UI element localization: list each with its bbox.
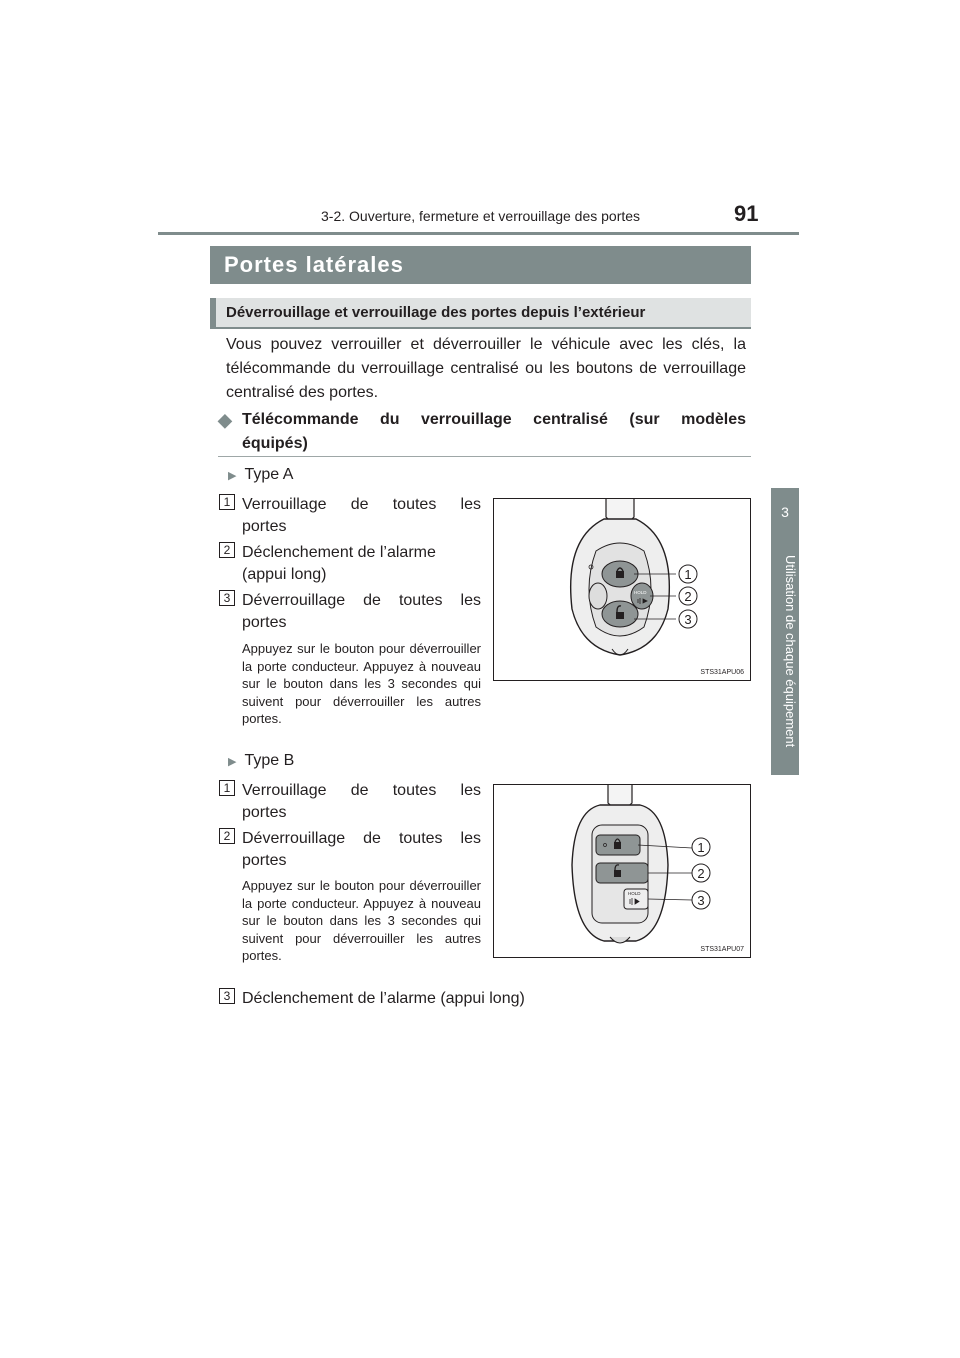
page-number: 91 [734, 201, 759, 226]
callout-2: 2 [697, 866, 705, 881]
figure-code: STS31APU07 [700, 946, 744, 953]
item-number: 1 [219, 780, 235, 796]
figure-code: STS31APU06 [700, 669, 744, 676]
item-number: 2 [219, 828, 235, 844]
type-a-item-2: 2 Déclenchement de l’alarme (appui long) [219, 542, 481, 586]
key-fob-type-a-illustration [494, 499, 750, 680]
item-number: 3 [219, 590, 235, 606]
hold-label: HOLD [628, 891, 641, 896]
figure-type-b [493, 784, 751, 958]
header-rule [158, 232, 799, 235]
remote-heading [218, 408, 746, 456]
callout-1: 1 [684, 567, 692, 582]
section-title-bar [210, 246, 751, 284]
diamond-bullet-icon: ◆ [218, 410, 232, 430]
type-a-item-3: 3 Déverrouillage de toutes les portes [219, 590, 481, 634]
type-b-label: ▶ Type B [228, 752, 295, 769]
callout-2: 2 [684, 589, 692, 604]
type-a-label: ▶ Type A [228, 466, 294, 483]
callout-3: 3 [684, 612, 692, 627]
item-number: 3 [219, 988, 235, 1004]
heading-line-1: Télécommande du verrouillage centralisé (sur modèles [242, 411, 746, 428]
section-title: Portes latérales [224, 252, 404, 277]
chapter-label: Utilisation de chaque équipement [783, 555, 798, 748]
figure-type-a [493, 498, 751, 681]
type-a-note: Appuyez sur le bouton pour déverrouiller la porte conducteur. Appuyez à nouveau sur le bouton dans les 3 secondes qui suivent pour déverrouiller les autres portes. [242, 641, 481, 726]
item-number: 2 [219, 542, 235, 558]
triangle-bullet-icon: ▶ [228, 756, 237, 768]
triangle-bullet-icon: ▶ [228, 470, 237, 482]
type-b-item-2: 2 Déverrouillage de toutes les portes [219, 828, 481, 872]
hold-label: HOLD [634, 590, 647, 595]
callout-3: 3 [697, 893, 705, 908]
subsection-title: Déverrouillage et verrouillage des portes depuis l’extérieur [226, 304, 646, 321]
item-number: 1 [219, 494, 235, 510]
subsection-bar [210, 298, 751, 329]
running-header: 3-2. Ouverture, fermeture et verrouillage des portes [321, 208, 641, 224]
type-b-note: Appuyez sur le bouton pour déverrouiller la porte conducteur. Appuyez à nouveau sur le bouton dans les 3 secondes qui suivent pour déverrouiller les autres portes. [242, 878, 481, 963]
type-b-item-3: 3 Déclenchement de l’alarme (appui long) [219, 988, 759, 1010]
type-a-item-1: 1 Verrouillage de toutes les portes [219, 494, 481, 538]
chapter-number: 3 [781, 504, 789, 520]
chapter-tab [771, 488, 799, 543]
key-fob-type-b-illustration [494, 785, 750, 957]
heading-rule [218, 456, 751, 457]
heading-line-2: équipés) [242, 435, 308, 452]
callout-1: 1 [697, 840, 705, 855]
type-b-item-1: 1 Verrouillage de toutes les portes [219, 780, 481, 824]
intro-paragraph: Vous pouvez verrouiller et déverrouiller le véhicule avec les clés, la télécommande du verrouillage centralisé ou les boutons de verrouillage centralisé des portes. [226, 336, 746, 401]
